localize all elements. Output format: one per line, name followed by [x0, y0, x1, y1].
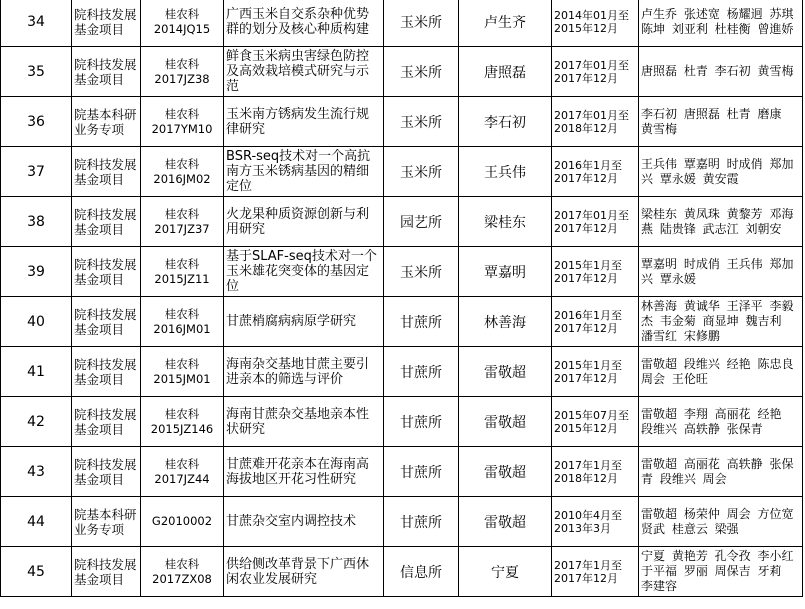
table-row: [1, 0, 803, 47]
row-number-cell: 38: [1, 197, 72, 247]
project-period-cell: 2014年01月至2015年12月: [552, 0, 639, 47]
row-number-cell: 44: [1, 497, 72, 547]
team-members-cell: 王兵伟 覃嘉明 时成俏 郑加兴 覃永媛 黄安霞: [639, 147, 803, 197]
project-code-cell: 桂农科2017ZX08: [141, 547, 224, 597]
department-cell: 园艺所: [384, 197, 459, 247]
department-cell: 玉米所: [384, 247, 459, 297]
table-row: [1, 197, 803, 247]
table-row: [1, 397, 803, 447]
table-row: [1, 247, 803, 297]
funding-source-cell: 院科技发展基金项目: [72, 547, 141, 597]
funding-source-cell: 院基本科研业务专项: [72, 497, 141, 547]
funding-source-cell: 院科技发展基金项目: [72, 247, 141, 297]
department-cell: 甘蔗所: [384, 447, 459, 497]
funding-source-cell: 院基本科研业务专项: [72, 97, 141, 147]
department-cell: 玉米所: [384, 147, 459, 197]
project-title-cell: 供给侧改革背景下广西休闲农业发展研究: [224, 547, 384, 597]
project-leader-cell: 卢生齐: [459, 0, 552, 47]
project-title-cell: 玉米南方锈病发生流行规律研究: [224, 97, 384, 147]
project-leader-cell: 雷敬超: [459, 497, 552, 547]
department-cell: 甘蔗所: [384, 397, 459, 447]
team-members-cell: 宁夏 黄艳芳 孔令孜 李小红 于平福 罗丽 周保吉 牙莉 李建容: [639, 547, 803, 597]
row-number-cell: 43: [1, 447, 72, 497]
team-members-cell: 李石初 唐照磊 杜青 磨康 黄雪梅: [639, 97, 803, 147]
row-number-cell: 41: [1, 347, 72, 397]
project-title-cell: 火龙果种质资源创新与利用研究: [224, 197, 384, 247]
project-title-cell: 海南甘蔗杂交基地亲本性状研究: [224, 397, 384, 447]
funding-source-cell: 院科技发展基金项目: [72, 147, 141, 197]
funding-source-cell: 院科技发展基金项目: [72, 397, 141, 447]
project-title-cell: 基于SLAF-seq技术对一个玉米雄花突变体的基因定位: [224, 247, 384, 297]
project-title-cell: 甘蔗杂交室内调控技术: [224, 497, 384, 547]
project-leader-cell: 雷敬超: [459, 397, 552, 447]
project-table-body: [1, 0, 803, 597]
project-leader-cell: 王兵伟: [459, 147, 552, 197]
team-members-cell: 卢生乔 张述宽 杨耀迥 苏琪 陈坤 刘亚利 杜桂衡 曾進娇: [639, 0, 803, 47]
funding-source-cell: 院科技发展基金项目: [72, 297, 141, 347]
department-cell: 甘蔗所: [384, 497, 459, 547]
row-number-cell: 39: [1, 247, 72, 297]
funding-source-cell: 院科技发展基金项目: [72, 447, 141, 497]
project-leader-cell: 雷敬超: [459, 447, 552, 497]
project-code-cell: 桂农科2016JM01: [141, 297, 224, 347]
department-cell: 玉米所: [384, 97, 459, 147]
table-row: [1, 147, 803, 197]
project-title-cell: 甘蔗梢腐病病原学研究: [224, 297, 384, 347]
row-number-cell: 37: [1, 147, 72, 197]
project-period-cell: 2015年1月至2017年12月: [552, 347, 639, 397]
department-cell: 玉米所: [384, 47, 459, 97]
project-code-cell: 桂农科2017JZ38: [141, 47, 224, 97]
project-code-cell: 桂农科2015JZ146: [141, 397, 224, 447]
row-number-cell: 34: [1, 0, 72, 47]
row-number-cell: 42: [1, 397, 72, 447]
funding-source-cell: 院科技发展基金项目: [72, 0, 141, 47]
team-members-cell: 唐照磊 杜青 李石初 黄雪梅: [639, 47, 803, 97]
project-code-cell: 桂农科2017YM10: [141, 97, 224, 147]
department-cell: 玉米所: [384, 0, 459, 47]
project-code-cell: G2010002: [141, 497, 224, 547]
team-members-cell: 雷敬超 李翔 高丽花 经艳 段维兴 高轶静 张保青: [639, 397, 803, 447]
row-number-cell: 35: [1, 47, 72, 97]
table-row: [1, 547, 803, 597]
team-members-cell: 覃嘉明 时成俏 王兵伟 郑加兴 覃永媛: [639, 247, 803, 297]
project-code-cell: 桂农科2015JZ11: [141, 247, 224, 297]
team-members-cell: 林善海 黄诚华 王泽平 李毅杰 韦金菊 商显坤 魏吉利 潘雪红 宋修鹏: [639, 297, 803, 347]
team-members-cell: 雷敬超 高丽花 高轶静 张保青 段维兴 周会: [639, 447, 803, 497]
project-leader-cell: 唐照磊: [459, 47, 552, 97]
project-period-cell: 2017年1月至2017年12月: [552, 547, 639, 597]
project-period-cell: 2015年07月至2015年12月: [552, 397, 639, 447]
funding-source-cell: 院科技发展基金项目: [72, 347, 141, 397]
table-row: [1, 347, 803, 397]
project-code-cell: 桂农科2017JZ44: [141, 447, 224, 497]
project-leader-cell: 宁夏: [459, 547, 552, 597]
table-row: [1, 447, 803, 497]
team-members-cell: 梁桂东 黄凤珠 黄黎芳 邓海燕 陆贵锋 武志江 刘朝安: [639, 197, 803, 247]
project-title-cell: 甘蔗难开花亲本在海南高海拔地区开花习性研究: [224, 447, 384, 497]
project-title-cell: 海南杂交基地甘蔗主要引进亲本的筛选与评价: [224, 347, 384, 397]
row-number-cell: 45: [1, 547, 72, 597]
project-leader-cell: 覃嘉明: [459, 247, 552, 297]
row-number-cell: 36: [1, 97, 72, 147]
project-title-cell: 鲜食玉米病虫害绿色防控及高效栽培模式研究与示范: [224, 47, 384, 97]
table-row: [1, 47, 803, 97]
project-period-cell: 2010年4月至2013年3月: [552, 497, 639, 547]
project-code-cell: 桂农科2015JM01: [141, 347, 224, 397]
project-leader-cell: 雷敬超: [459, 347, 552, 397]
team-members-cell: 雷敬超 杨荣仲 周会 方位宽 贤武 桂意云 梁强: [639, 497, 803, 547]
project-leader-cell: 林善海: [459, 297, 552, 347]
department-cell: 信息所: [384, 547, 459, 597]
row-number-cell: 40: [1, 297, 72, 347]
project-period-cell: 2017年01月至2018年12月: [552, 97, 639, 147]
project-leader-cell: 李石初: [459, 97, 552, 147]
funding-source-cell: 院科技发展基金项目: [72, 47, 141, 97]
project-period-cell: 2017年1月至2018年12月: [552, 447, 639, 497]
project-period-cell: 2016年1月至2017年12月: [552, 297, 639, 347]
project-title-cell: 广西玉米自交系杂种优势群的划分及核心种质构建: [224, 0, 384, 47]
project-period-cell: 2017年01月至2017年12月: [552, 47, 639, 97]
project-title-cell: BSR-seq技术对一个高抗南方玉米锈病基因的精细定位: [224, 147, 384, 197]
project-code-cell: 桂农科2016JM02: [141, 147, 224, 197]
project-period-cell: 2017年01月至2017年12月: [552, 197, 639, 247]
department-cell: 甘蔗所: [384, 347, 459, 397]
table-row: [1, 297, 803, 347]
project-period-cell: 2015年1月至2017年12月: [552, 247, 639, 297]
department-cell: 甘蔗所: [384, 297, 459, 347]
table-row: [1, 497, 803, 547]
table-row: [1, 97, 803, 147]
project-period-cell: 2016年1月至2017年12月: [552, 147, 639, 197]
project-code-cell: 桂农科2014JQ15: [141, 0, 224, 47]
project-leader-cell: 梁桂东: [459, 197, 552, 247]
project-code-cell: 桂农科2017JZ37: [141, 197, 224, 247]
team-members-cell: 雷敬超 段维兴 经艳 陈忠良 周会 王伦旺: [639, 347, 803, 397]
funding-source-cell: 院科技发展基金项目: [72, 197, 141, 247]
